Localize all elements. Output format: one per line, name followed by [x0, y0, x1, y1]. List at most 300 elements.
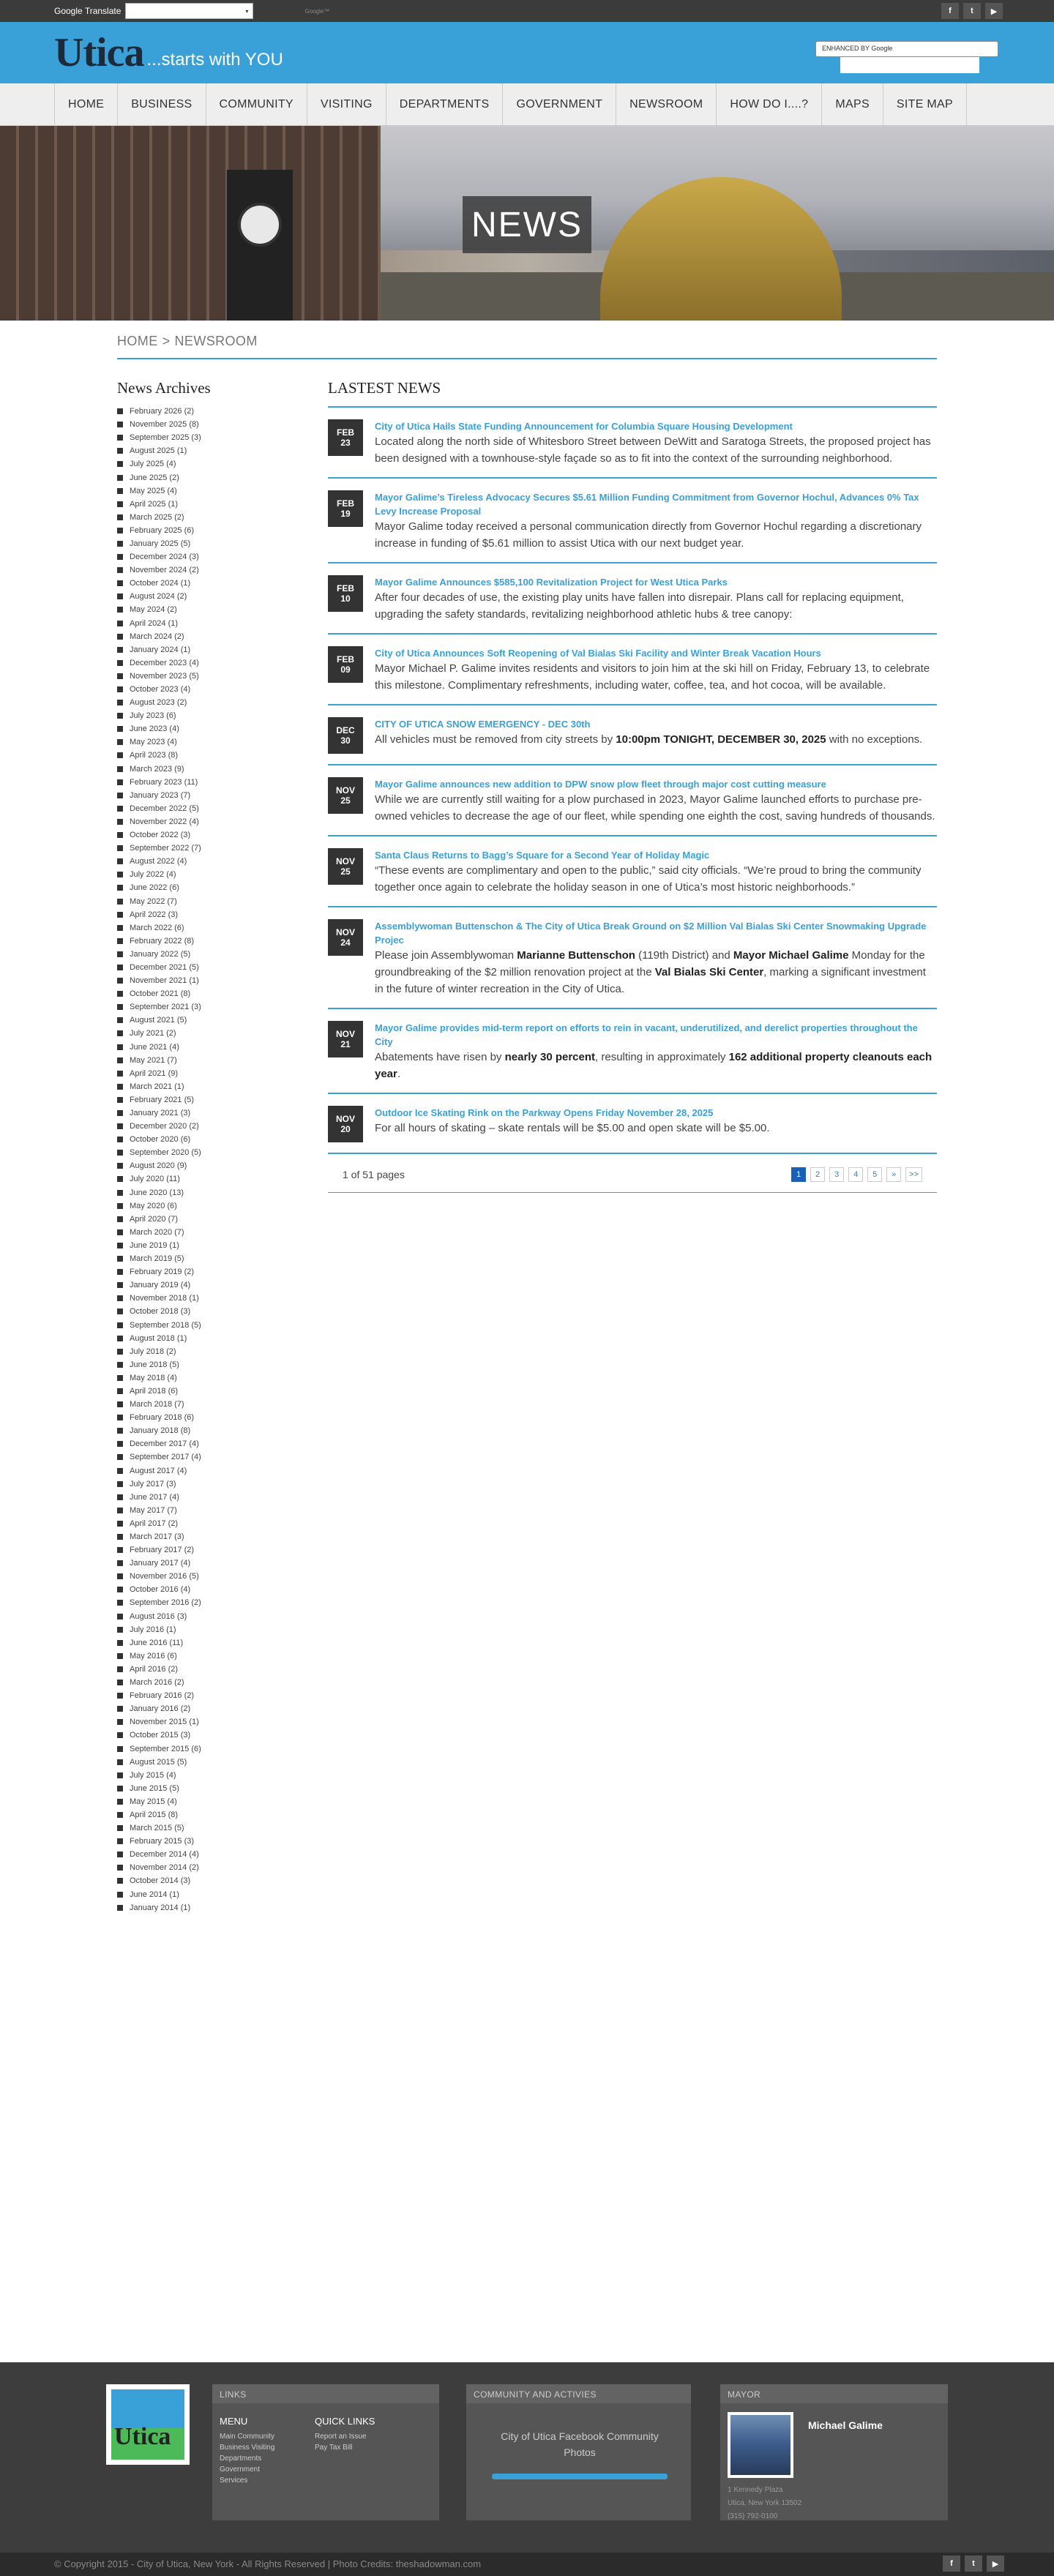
bullet-icon [117, 1071, 123, 1077]
archive-link[interactable]: August 2015 (5) [130, 1757, 187, 1767]
archive-item[interactable] [117, 1358, 285, 1371]
footer-menu-link[interactable]: Departments [220, 2455, 262, 2463]
news-title-link[interactable]: CITY OF UTICA SNOW EMERGENCY - DEC 30th [375, 719, 591, 730]
archive-item[interactable] [117, 1848, 285, 1861]
footer-mayor-title: MAYOR [720, 2384, 948, 2403]
archive-link[interactable]: June 2015 (5) [130, 1783, 179, 1793]
archive-link[interactable]: August 2021 (5) [130, 1016, 187, 1025]
archive-item[interactable] [117, 815, 285, 828]
page-next[interactable]: » [886, 1167, 901, 1182]
news-title-link[interactable]: Mayor Galime’s Tireless Advocacy Secures $5.61 Million Funding Commitment from Governor Hochul, Advances 0% Tax Levy Increase Proposal [375, 492, 919, 517]
archive-link[interactable]: August 2022 (4) [130, 857, 187, 866]
archive-link[interactable]: August 2018 (1) [130, 1333, 187, 1343]
archive-link[interactable]: February 2025 (6) [130, 525, 195, 535]
facebook-photos-bar [492, 2474, 668, 2479]
archive-link[interactable]: October 2018 (3) [130, 1307, 191, 1317]
archive-item[interactable] [117, 524, 285, 537]
archive-item[interactable] [117, 418, 285, 431]
archive-item[interactable] [117, 1504, 285, 1517]
archive-link[interactable]: September 2017 (4) [130, 1453, 201, 1462]
archive-link[interactable]: May 2018 (4) [130, 1373, 177, 1382]
nav-home[interactable]: HOME [54, 83, 118, 125]
archive-link[interactable]: June 2016 (11) [130, 1638, 184, 1647]
archive-link[interactable]: November 2024 (2) [130, 566, 199, 575]
archive-item[interactable] [117, 1041, 285, 1054]
footer-community-title: COMMUNITY AND ACTIVIES [466, 2384, 691, 2403]
archive-item[interactable] [117, 1636, 285, 1650]
footer-menu-link[interactable]: Main Community [220, 2433, 275, 2441]
archive-item[interactable] [117, 550, 285, 564]
news-item [328, 907, 937, 1009]
archive-link[interactable]: September 2018 (5) [130, 1320, 201, 1330]
clock-icon [238, 203, 282, 247]
archive-link[interactable]: July 2016 (1) [130, 1625, 176, 1634]
footer-menu-link[interactable]: Services [220, 2476, 248, 2485]
archive-item[interactable] [117, 1610, 285, 1623]
archive-item[interactable] [117, 987, 285, 1000]
archive-item[interactable] [117, 1067, 285, 1080]
news-title-link[interactable]: City of Utica Hails State Funding Announcement for Columbia Square Housing Development [375, 421, 793, 432]
archive-link[interactable]: March 2017 (3) [130, 1532, 184, 1542]
archive-link[interactable]: March 2019 (5) [130, 1254, 184, 1264]
archive-item[interactable] [117, 1133, 285, 1146]
archive-item[interactable] [117, 1888, 285, 1901]
page-2[interactable]: 2 [810, 1167, 825, 1182]
summary-bold: Marianne Buttenschon [517, 949, 635, 962]
archive-item[interactable] [117, 511, 285, 524]
archive-link[interactable]: March 2020 (7) [130, 1227, 184, 1237]
archive-item[interactable] [117, 1663, 285, 1676]
archive-link[interactable]: April 2021 (9) [130, 1068, 179, 1078]
archive-link[interactable]: April 2016 (2) [130, 1664, 179, 1674]
archive-item[interactable] [117, 1901, 285, 1914]
youtube-icon[interactable]: ▶ [985, 3, 1003, 19]
footer-logo[interactable] [106, 2384, 190, 2465]
archive-item[interactable] [117, 1345, 285, 1358]
archive-item[interactable] [117, 603, 285, 616]
archive-item[interactable] [117, 1172, 285, 1186]
archive-item[interactable] [117, 1252, 285, 1265]
archive-item[interactable] [117, 1676, 285, 1689]
page-last[interactable]: >> [905, 1167, 922, 1182]
archive-link[interactable]: January 2017 (4) [130, 1559, 191, 1568]
archive-link[interactable]: August 2016 (3) [130, 1611, 187, 1621]
news-title-link[interactable]: Mayor Galime provides mid-term report on efforts to rein in vacant, underutilized, and derelict properties throughout the City [375, 1022, 918, 1047]
archive-item[interactable] [117, 1332, 285, 1345]
archive-item[interactable] [117, 1199, 285, 1213]
archive-item[interactable] [117, 974, 285, 987]
archive-item[interactable] [117, 457, 285, 471]
youtube-icon[interactable]: ▶ [987, 2556, 1004, 2572]
archive-link[interactable]: May 2020 (6) [130, 1201, 177, 1210]
archive-link[interactable]: March 2021 (1) [130, 1082, 184, 1091]
archive-item[interactable] [117, 921, 285, 935]
archive-item[interactable] [117, 656, 285, 670]
archive-item[interactable] [117, 908, 285, 921]
archive-item[interactable] [117, 1437, 285, 1450]
archive-link[interactable]: December 2020 (2) [130, 1122, 199, 1131]
page-1[interactable]: 1 [791, 1167, 806, 1182]
date-day: 10 [340, 594, 351, 604]
archive-item[interactable] [117, 1756, 285, 1769]
archive-link[interactable]: January 2022 (5) [130, 949, 191, 959]
archive-link[interactable]: October 2024 (1) [130, 579, 191, 588]
archive-link[interactable]: August 2017 (4) [130, 1466, 187, 1475]
site-logo[interactable] [54, 32, 283, 73]
archive-item[interactable] [117, 881, 285, 894]
news-title-link[interactable]: City of Utica Announces Soft Reopening of Val Bialas Ski Facility and Winter Break Vacation Hours [375, 648, 821, 659]
archive-item[interactable] [117, 855, 285, 868]
archive-link[interactable]: April 2024 (1) [130, 618, 179, 628]
archive-link[interactable]: June 2025 (2) [130, 473, 179, 482]
nav-community[interactable]: COMMUNITY [206, 83, 307, 125]
archive-item[interactable] [117, 735, 285, 749]
archive-item[interactable] [117, 617, 285, 630]
archive-item[interactable] [117, 1398, 285, 1411]
archive-item[interactable] [117, 1014, 285, 1027]
archive-item[interactable] [117, 696, 285, 709]
archive-item[interactable] [117, 709, 285, 722]
archive-link[interactable]: July 2018 (2) [130, 1347, 176, 1356]
archive-link[interactable]: December 2014 (4) [130, 1850, 199, 1860]
archive-item[interactable] [117, 1318, 285, 1331]
archive-item[interactable] [117, 444, 285, 457]
archive-link[interactable]: June 2022 (6) [130, 883, 179, 893]
page-5[interactable]: 5 [867, 1167, 882, 1182]
archive-link[interactable]: February 2023 (11) [130, 777, 198, 787]
archive-item[interactable] [117, 1769, 285, 1782]
nav-newsroom[interactable]: NEWSROOM [616, 83, 717, 125]
footer-social-links [943, 2556, 1004, 2572]
archive-link[interactable]: September 2021 (3) [130, 1003, 201, 1012]
archive-link[interactable]: November 2021 (1) [130, 976, 199, 986]
archive-item[interactable] [117, 1729, 285, 1742]
archive-link[interactable]: July 2021 (2) [130, 1029, 176, 1038]
archive-item[interactable] [117, 1583, 285, 1596]
search-input[interactable]: ENHANCED BY Google [815, 41, 998, 57]
archive-item[interactable] [117, 1835, 285, 1848]
archive-item[interactable] [117, 1120, 285, 1133]
news-title-link[interactable]: Mayor Galime announces new addition to DPW snow plow fleet through major cost cutting measure [375, 779, 826, 790]
archive-item[interactable] [117, 789, 285, 802]
archive-item[interactable] [117, 1305, 285, 1318]
archive-item[interactable] [117, 1782, 285, 1795]
archive-item[interactable] [117, 590, 285, 603]
footer-quick-link[interactable]: Report an Issue [315, 2433, 367, 2441]
nav-business[interactable]: BUSINESS [118, 83, 206, 125]
archive-link[interactable]: May 2022 (7) [130, 896, 177, 906]
bullet-icon [117, 1428, 123, 1434]
archive-item[interactable] [117, 1821, 285, 1835]
archive-item[interactable] [117, 630, 285, 643]
archive-link[interactable]: December 2022 (5) [130, 804, 199, 813]
nav-how-do-i[interactable]: HOW DO I....? [717, 83, 822, 125]
nav-maps[interactable]: MAPS [822, 83, 883, 125]
archive-link[interactable]: July 2017 (3) [130, 1479, 176, 1489]
archive-link[interactable]: November 2018 (1) [130, 1294, 199, 1303]
archive-item[interactable] [117, 1530, 285, 1543]
bullet-icon [117, 858, 123, 864]
archive-link[interactable]: August 2025 (1) [130, 446, 187, 456]
bullet-icon [117, 1176, 123, 1182]
archive-item[interactable] [117, 1543, 285, 1557]
bullet-icon [117, 1838, 123, 1844]
archive-link[interactable]: October 2015 (3) [130, 1731, 191, 1740]
news-summary [375, 1049, 937, 1082]
archive-link[interactable]: January 2021 (3) [130, 1109, 191, 1118]
breadcrumb-home[interactable]: HOME [117, 334, 158, 348]
twitter-icon[interactable]: t [963, 3, 981, 19]
archive-item[interactable] [117, 868, 285, 881]
archive-item[interactable] [117, 1715, 285, 1729]
archive-link[interactable]: July 2020 (11) [130, 1175, 180, 1184]
archive-item[interactable] [117, 842, 285, 855]
archive-link[interactable]: February 2018 (6) [130, 1413, 195, 1423]
archive-link[interactable]: May 2023 (4) [130, 738, 177, 747]
archive-link[interactable]: February 2019 (2) [130, 1268, 195, 1277]
archive-item[interactable] [117, 1239, 285, 1252]
archive-item[interactable] [117, 1292, 285, 1305]
archive-link[interactable]: September 2020 (5) [130, 1148, 201, 1158]
archive-item[interactable] [117, 1385, 285, 1398]
facebook-photos-link[interactable]: City of Utica Facebook Community Photos [501, 2430, 659, 2458]
archive-link[interactable]: June 2017 (4) [130, 1492, 179, 1502]
archive-link[interactable]: July 2023 (6) [130, 711, 176, 721]
archive-link[interactable]: January 2019 (4) [130, 1281, 191, 1290]
archive-item[interactable] [117, 1689, 285, 1702]
archive-item[interactable] [117, 1557, 285, 1570]
archive-item[interactable] [117, 564, 285, 577]
archive-item[interactable] [117, 643, 285, 656]
archive-link[interactable]: April 2020 (7) [130, 1214, 179, 1224]
archive-item[interactable] [117, 431, 285, 444]
footer-menu-link[interactable]: Business Visiting [220, 2444, 275, 2452]
archive-link[interactable]: April 2017 (2) [130, 1519, 179, 1528]
archive-item[interactable] [117, 1650, 285, 1663]
archive-link[interactable]: September 2022 (7) [130, 844, 201, 853]
archive-link[interactable]: October 2021 (8) [130, 989, 191, 999]
facebook-icon[interactable]: f [941, 3, 959, 19]
archive-link[interactable]: February 2022 (8) [130, 936, 195, 946]
archive-item[interactable] [117, 471, 285, 484]
archive-item[interactable] [117, 1874, 285, 1887]
archive-item[interactable] [117, 1146, 285, 1159]
archive-link[interactable]: February 2021 (5) [130, 1095, 195, 1104]
archive-item[interactable] [117, 1424, 285, 1437]
archive-link[interactable]: November 2023 (5) [130, 671, 199, 681]
archive-link[interactable]: March 2024 (2) [130, 632, 184, 641]
archive-item[interactable] [117, 1107, 285, 1120]
page-3[interactable]: 3 [829, 1167, 844, 1182]
date-month: NOV [335, 927, 355, 937]
archive-item[interactable] [117, 1226, 285, 1239]
bullet-icon [117, 1547, 123, 1553]
archive-link[interactable]: August 2024 (2) [130, 592, 187, 602]
archive-link[interactable]: November 2015 (1) [130, 1718, 199, 1727]
archive-link[interactable]: October 2014 (3) [130, 1876, 191, 1886]
archive-link[interactable]: June 2023 (4) [130, 724, 179, 734]
archive-link[interactable]: May 2016 (6) [130, 1651, 177, 1660]
archive-link[interactable]: January 2025 (5) [130, 539, 191, 548]
archive-link[interactable]: March 2023 (9) [130, 764, 184, 774]
archive-item[interactable] [117, 1861, 285, 1874]
archive-link[interactable]: June 2014 (1) [130, 1890, 179, 1899]
archive-item[interactable] [117, 828, 285, 842]
archive-item[interactable] [117, 763, 285, 776]
summary-part: , marking a significant investment in the future of winter recreation in the City of Utica. [375, 966, 926, 995]
archive-item[interactable] [117, 1702, 285, 1715]
archive-item[interactable] [117, 484, 285, 498]
archive-link[interactable]: March 2016 (2) [130, 1678, 184, 1688]
archive-item[interactable] [117, 1596, 285, 1609]
archive-link[interactable]: May 2024 (2) [130, 605, 177, 615]
twitter-icon[interactable]: t [965, 2556, 982, 2572]
news-title-link[interactable]: Santa Claus Returns to Bagg’s Square for a Second Year of Holiday Magic [375, 850, 710, 861]
news-item [328, 408, 937, 479]
archive-link[interactable]: August 2020 (9) [130, 1161, 187, 1171]
nav-visiting[interactable]: VISITING [307, 83, 386, 125]
footer-quick-link[interactable]: Pay Tax Bill [315, 2444, 353, 2452]
facebook-icon[interactable]: f [943, 2556, 960, 2572]
archive-item[interactable] [117, 1491, 285, 1504]
archive-link[interactable]: July 2025 (4) [130, 460, 176, 469]
archive-item[interactable] [117, 1808, 285, 1821]
archive-link[interactable]: July 2022 (4) [130, 870, 176, 880]
archive-link[interactable]: September 2015 (6) [130, 1744, 201, 1753]
archive-link[interactable]: February 2026 (2) [130, 407, 195, 416]
nav-departments[interactable]: DEPARTMENTS [386, 83, 504, 125]
archive-item[interactable] [117, 1000, 285, 1014]
nav-government[interactable]: GOVERNMENT [503, 83, 616, 125]
archive-item[interactable] [117, 1795, 285, 1808]
archive-item[interactable] [117, 1093, 285, 1107]
archive-link[interactable]: December 2017 (4) [130, 1439, 199, 1449]
archive-link[interactable]: May 2015 (4) [130, 1797, 177, 1806]
archive-link[interactable]: October 2016 (4) [130, 1585, 191, 1595]
archive-link[interactable]: January 2023 (7) [130, 790, 191, 800]
archive-link[interactable]: February 2017 (2) [130, 1546, 195, 1555]
news-title-link[interactable]: Assemblywoman Buttenschon & The City of Utica Break Ground on $2 Million Val Bialas Ski Center Snowmaking Upgrade Projec [375, 921, 927, 946]
archive-link[interactable]: March 2025 (2) [130, 512, 184, 522]
archive-link[interactable]: October 2020 (6) [130, 1135, 191, 1145]
archive-link[interactable]: October 2023 (4) [130, 685, 191, 694]
archive-item[interactable] [117, 405, 285, 418]
archive-link[interactable]: August 2023 (2) [130, 698, 187, 708]
archive-item[interactable] [117, 802, 285, 815]
archive-item[interactable] [117, 670, 285, 683]
bullet-icon [117, 1110, 123, 1116]
archive-link[interactable]: March 2018 (7) [130, 1400, 184, 1409]
archive-link[interactable]: January 2016 (2) [130, 1704, 191, 1714]
archive-item[interactable] [117, 1570, 285, 1583]
archive-item[interactable] [117, 1371, 285, 1385]
archive-link[interactable]: September 2025 (3) [130, 433, 201, 443]
archive-link[interactable]: April 2023 (8) [130, 751, 179, 760]
archive-link[interactable]: January 2024 (1) [130, 645, 191, 654]
archive-item[interactable] [117, 1411, 285, 1424]
archive-item[interactable] [117, 1517, 285, 1530]
nav-site-map[interactable]: SITE MAP [883, 83, 967, 125]
archive-item[interactable] [117, 749, 285, 762]
archive-link[interactable]: February 2016 (2) [130, 1691, 195, 1701]
footer-menu-link[interactable]: Government [220, 2465, 261, 2474]
archive-link[interactable]: November 2025 (8) [130, 420, 199, 430]
archive-link[interactable]: November 2022 (4) [130, 817, 199, 826]
archive-item[interactable] [117, 1623, 285, 1636]
archive-link[interactable]: June 2019 (1) [130, 1240, 179, 1250]
bullet-icon [117, 1415, 123, 1420]
bullet-icon [117, 978, 123, 984]
archive-link[interactable]: June 2018 (5) [130, 1360, 179, 1369]
archive-item[interactable] [117, 537, 285, 550]
archive-link[interactable]: January 2014 (1) [130, 1903, 191, 1912]
archive-link[interactable]: April 2015 (8) [130, 1810, 179, 1819]
archive-link[interactable]: January 2018 (8) [130, 1426, 191, 1436]
archive-item[interactable] [117, 722, 285, 735]
archive-link[interactable]: May 2017 (7) [130, 1505, 177, 1515]
archive-link[interactable]: June 2020 (13) [130, 1188, 184, 1197]
archive-link[interactable]: March 2015 (5) [130, 1824, 184, 1833]
archive-link[interactable]: September 2016 (2) [130, 1598, 201, 1608]
archive-link[interactable]: December 2023 (4) [130, 658, 199, 667]
archive-item[interactable] [117, 577, 285, 590]
archive-link[interactable]: October 2022 (3) [130, 831, 191, 840]
archive-item[interactable] [117, 1278, 285, 1292]
bullet-icon [117, 819, 123, 825]
archive-item[interactable] [117, 1464, 285, 1478]
archive-link[interactable]: November 2014 (2) [130, 1863, 199, 1873]
page-4[interactable]: 4 [848, 1167, 863, 1182]
archive-link[interactable]: June 2021 (4) [130, 1042, 179, 1052]
archive-link[interactable]: November 2016 (5) [130, 1572, 199, 1581]
archive-link[interactable]: May 2025 (4) [130, 486, 177, 495]
date-badge [328, 419, 363, 456]
archive-item[interactable] [117, 683, 285, 696]
archive-item[interactable] [117, 776, 285, 789]
archive-item[interactable] [117, 1265, 285, 1278]
date-month: FEB [337, 498, 354, 509]
archive-item[interactable] [117, 1159, 285, 1172]
archive-item[interactable] [117, 1478, 285, 1491]
archive-link[interactable]: December 2021 (5) [130, 962, 199, 972]
archive-item[interactable] [117, 1054, 285, 1067]
translate-select[interactable]: ▾ [125, 3, 253, 19]
archive-link[interactable]: March 2022 (6) [130, 923, 184, 932]
archive-link[interactable]: July 2015 (4) [130, 1770, 176, 1780]
archive-item[interactable] [117, 894, 285, 907]
archive-item[interactable] [117, 1213, 285, 1226]
archive-link[interactable]: April 2022 (3) [130, 910, 179, 919]
archive-link[interactable]: May 2021 (7) [130, 1055, 177, 1065]
mayor-phone: (315) 792-0100 [728, 2512, 778, 2520]
date-month: FEB [337, 427, 354, 438]
archive-item[interactable] [117, 1450, 285, 1464]
archive-item[interactable] [117, 498, 285, 511]
archive-item[interactable] [117, 1080, 285, 1093]
archive-item[interactable] [117, 1027, 285, 1040]
archive-item[interactable] [117, 935, 285, 948]
news-title-link[interactable]: Outdoor Ice Skating Rink on the Parkway Opens Friday November 28, 2025 [375, 1107, 714, 1118]
archive-link[interactable]: April 2025 (1) [130, 499, 179, 509]
news-title-link[interactable]: Mayor Galime Announces $585,100 Revitalization Project for West Utica Parks [375, 577, 728, 588]
archive-link[interactable]: December 2024 (3) [130, 553, 199, 562]
archive-link[interactable]: April 2018 (6) [130, 1386, 179, 1396]
archive-item[interactable] [117, 948, 285, 961]
archive-link[interactable]: February 2015 (3) [130, 1837, 195, 1846]
archive-item[interactable] [117, 1742, 285, 1755]
archive-item[interactable] [117, 1186, 285, 1199]
archive-item[interactable] [117, 961, 285, 974]
